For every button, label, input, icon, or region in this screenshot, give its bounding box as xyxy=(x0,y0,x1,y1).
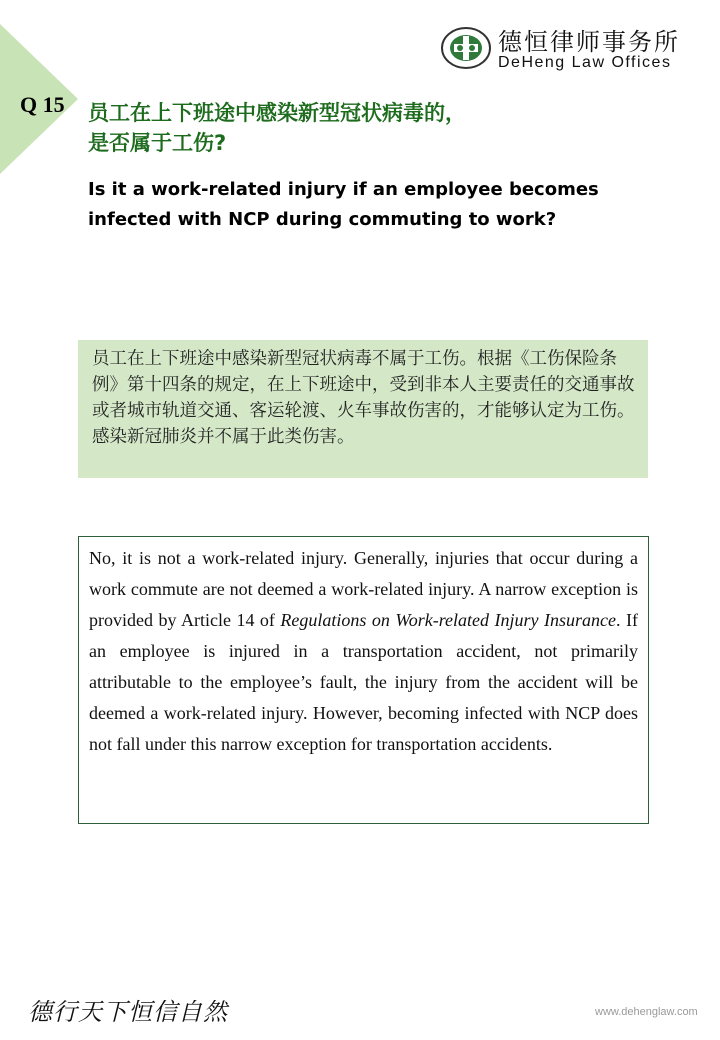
answer-english-part1: No, it is not a work-related injury. Generally, injuries that occur during a work commute are not deemed a work-related injury. A narrow exception is provided by Article 14 of xyxy=(89,548,638,630)
logo-chinese-name: 德恒律师事务所 xyxy=(498,28,680,56)
question-chinese-line2: 是否属于工伤? xyxy=(88,131,227,155)
regulation-title: Regulations on Work-related Injury Insurance xyxy=(280,610,616,630)
answer-english-box xyxy=(78,536,649,824)
question-english-line2: infected with NCP during commuting to work? xyxy=(88,209,557,230)
website-url[interactable]: www.dehenglaw.com xyxy=(595,1006,698,1018)
calligraphy-motto: 德行天下恒信自然 xyxy=(28,998,228,1026)
deheng-seal-emblem-icon xyxy=(440,26,492,70)
question-english-line1: Is it a work-related injury if an employee becomes xyxy=(88,179,599,200)
question-english xyxy=(88,175,688,235)
answer-chinese-text: 员工在上下班途中感染新型冠状病毒不属于工伤。根据《工伤保险条例》第十四条的规定，在上下班途中，受到非本人主要责任的交通事故或者城市轨道交通、客运轮渡、火车事故伤害的，才能够认定为工伤。感染新冠肺炎并不属于此类伤害。 xyxy=(92,349,635,447)
question-chinese-line1: 员工在上下班途中感染新型冠状病毒的， xyxy=(88,101,466,125)
logo-english-name: DeHeng Law Offices xyxy=(498,54,672,71)
firm-logo xyxy=(440,22,700,78)
answer-english-part2: . If an employee is injured in a transportation accident, not primarily attributable to the employee’s fault, the injury from the accident will be deemed a work-related injury. However, becoming infected with NCP does not fall under this narrow exception for transportation accidents. xyxy=(89,610,638,754)
question-chinese xyxy=(88,98,648,158)
question-number: Q 15 xyxy=(20,92,65,117)
answer-chinese-box xyxy=(78,340,648,478)
